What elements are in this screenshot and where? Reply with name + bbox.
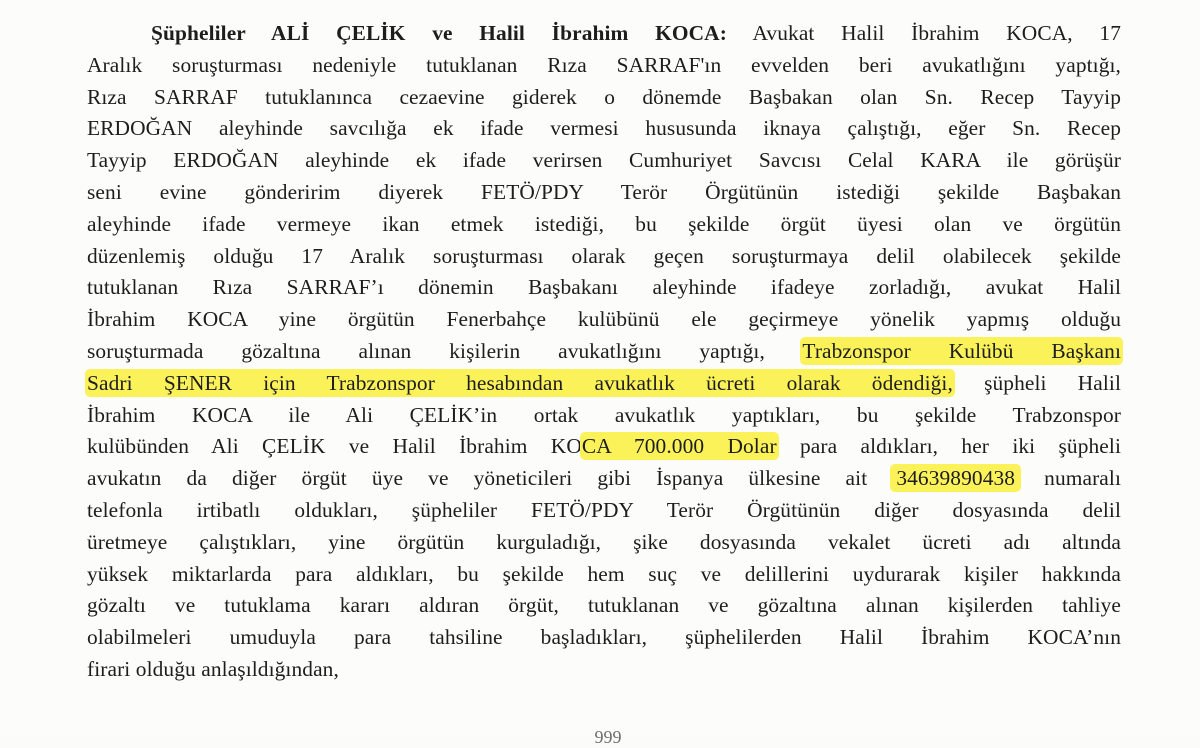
text-segment: Aralık soruşturması nedeniyle tutuklanan Rıza SARRAF'ın evvelden beri avukatlığını yaptığı, bbox=[87, 52, 1121, 77]
text-segment: seni evine gönderirim diyerek FETÖ/PDY Terör Örgütünün istediği şekilde Başbakan bbox=[87, 179, 1121, 204]
highlighted-text: CA 700.000 Dolar bbox=[581, 434, 777, 459]
text-segment: İbrahim KOCA ile Ali ÇELİK’in ortak avukatlık yaptıkları, bu şekilde Trabzonspor bbox=[87, 402, 1121, 427]
text-segment: düzenlemiş olduğu 17 Aralık soruşturması olarak geçen soruşturmaya delil olabilecek şekilde bbox=[87, 243, 1121, 268]
paragraph-line bbox=[87, 622, 1121, 654]
document-body-text bbox=[87, 18, 1121, 686]
paragraph-heading-line bbox=[87, 18, 1121, 50]
text-segment: yüksek miktarlarda para aldıkları, bu şekilde hem suç ve delillerini uydurarak kişiler hakkında bbox=[87, 561, 1121, 586]
text-segment: firari olduğu anlaşıldığından, bbox=[87, 656, 339, 681]
text-segment: üretmeye çalıştıkları, yine örgütün kurguladığı, şike dosyasında vekalet ücreti adı altında bbox=[87, 529, 1121, 554]
paragraph-line bbox=[87, 431, 1121, 463]
text-segment: aleyhinde ifade vermeye ikan etmek istediği, bu şekilde örgüt üyesi olan ve örgütün bbox=[87, 211, 1121, 236]
text-segment: para aldıkları, her iki şüpheli bbox=[776, 434, 1121, 459]
paragraph-line bbox=[87, 495, 1121, 527]
paragraph-line bbox=[87, 368, 1121, 400]
paragraph-line bbox=[87, 241, 1121, 273]
paragraph-line bbox=[87, 590, 1121, 622]
paragraph-line bbox=[87, 400, 1121, 432]
highlighted-text: 34639890438 bbox=[892, 466, 1019, 490]
highlighted-text: Trabzonspor Kulübü Başkanı bbox=[802, 338, 1121, 363]
paragraph-line bbox=[87, 113, 1121, 145]
paragraph-line bbox=[87, 50, 1121, 82]
paragraph-line bbox=[87, 272, 1121, 304]
text-segment: İbrahim KOCA yine örgütün Fenerbahçe kulübünü ele geçirmeye yönelik yapmış olduğu bbox=[87, 307, 1121, 332]
text-segment: telefonla irtibatlı oldukları, şüpheliler FETÖ/PDY Terör Örgütünün diğer dosyasında delil bbox=[87, 497, 1121, 522]
paragraph-line bbox=[87, 654, 1121, 686]
text-segment: şüpheli Halil bbox=[952, 370, 1121, 395]
paragraph-line bbox=[87, 559, 1121, 591]
text-segment: Rıza SARRAF tutuklanınca cezaevine giderek o dönemde Başbakan olan Sn. Recep Tayyip bbox=[87, 84, 1121, 109]
text-segment: gözaltı ve tutuklama kararı aldıran örgüt, tutuklanan ve gözaltına alınan kişilerden tahliye bbox=[87, 593, 1121, 618]
text-segment: numaralı bbox=[1019, 466, 1121, 491]
paragraph-line bbox=[87, 177, 1121, 209]
text-segment: Tayyip ERDOĞAN aleyhinde ek ifade verirsen Cumhuriyet Savcısı Celal KARA ile görüşür bbox=[87, 148, 1121, 173]
text-segment: kulübünden Ali ÇELİK ve Halil İbrahim KO bbox=[87, 434, 582, 459]
paragraph-line bbox=[87, 463, 1121, 495]
page-number-fragment: 999 bbox=[594, 727, 622, 747]
paragraph-line bbox=[87, 336, 1121, 368]
suspects-heading: Şüpheliler ALİ ÇELİK ve Halil İbrahim KOCA: bbox=[151, 21, 727, 45]
paragraph-line bbox=[87, 82, 1121, 114]
text-segment: soruşturmada gözaltına alınan kişilerin avukatlığını yaptığı, bbox=[87, 338, 803, 363]
paragraph-line bbox=[87, 145, 1121, 177]
highlighted-text: Sadri ŞENER için Trabzonspor hesabından avukatlık ücreti olarak ödendiği, bbox=[87, 370, 953, 395]
text-segment: avukatın da diğer örgüt üye ve yöneticileri gibi İspanya ülkesine ait bbox=[87, 466, 893, 491]
text-segment: Avukat Halil İbrahim KOCA, 17 bbox=[726, 21, 1121, 45]
paragraph-line bbox=[87, 304, 1121, 336]
text-segment: tutuklanan Rıza SARRAF’ı dönemin Başbakanı aleyhinde ifadeye zorladığı, avukat Halil bbox=[87, 275, 1121, 300]
paragraph-line bbox=[87, 527, 1121, 559]
text-segment: olabilmeleri umuduyla para tahsiline başladıkları, şüphelilerden Halil İbrahim KOCA’nın bbox=[87, 625, 1121, 650]
paragraph-line bbox=[87, 209, 1121, 241]
text-segment: ERDOĞAN aleyhinde savcılığa ek ifade vermesi hususunda iknaya çalıştığı, eğer Sn. Recep bbox=[87, 116, 1121, 141]
